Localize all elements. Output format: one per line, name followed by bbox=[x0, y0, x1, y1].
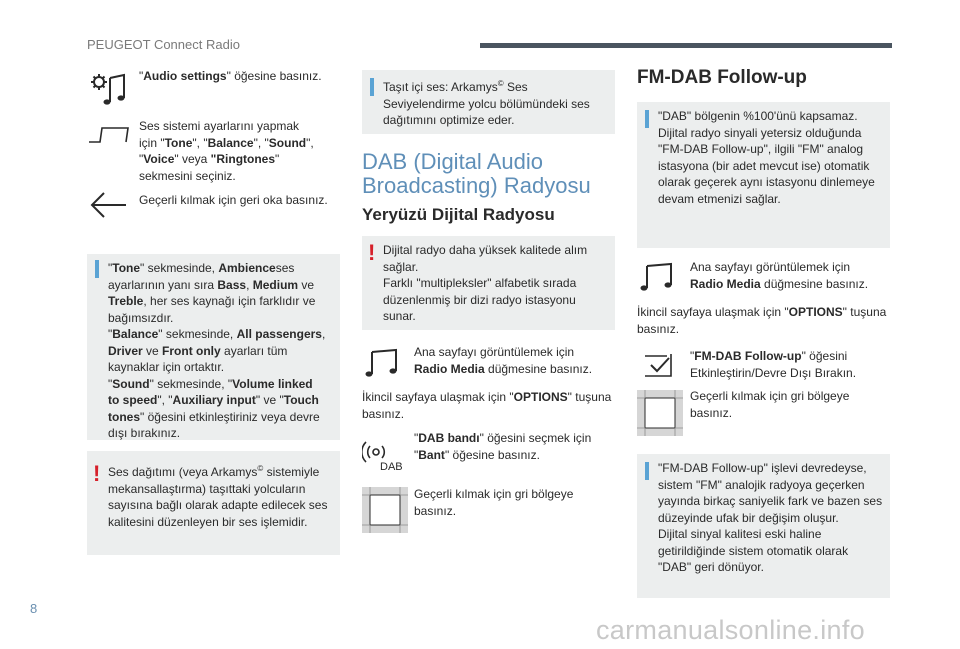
gray-zone-icon bbox=[637, 390, 683, 436]
info-box-fm-dab bbox=[637, 102, 890, 248]
warning-icon: ! bbox=[368, 240, 376, 265]
info-follow-up-text: "FM-DAB Follow-up" işlevi devredeyse, sistem "FM" analojik radyoya geçerken yayında birkaç saniyelik fark ve bazen ses düzeyinde ufak bir değişim oluşur. Dijital sinyal kalitesi eski haline getirildiğinde sistem otomatik olarak "DAB" geri dönüyor. bbox=[658, 461, 883, 574]
home-text: Ana sayfayı görüntülemek için Radio Media düğmesine basınız. bbox=[414, 345, 593, 376]
dab-band-text: "DAB bandı" öğesini seçmek için "Bant" öğesine basınız. bbox=[414, 431, 592, 462]
options-text: İkincil sayfaya ulaşmak için "OPTIONS" tuşuna basınız. bbox=[362, 390, 612, 421]
tab-icon bbox=[88, 124, 130, 144]
warning-sound-text: Ses dağıtımı (veya Arkamys© sistemiyle mekansallaştırma) taşıttaki yolcuların sayısına bağlı olarak adapte edilecek ses kalitesini düzenleyen bir ses işlemidir. bbox=[108, 464, 328, 529]
info-box-arkamys bbox=[362, 70, 615, 134]
fm-dab-toggle-text: "FM-DAB Follow-up" öğesini Etkinleştirin/Devre Dışı Bırakın. bbox=[690, 349, 857, 380]
dab-icon-label: DAB bbox=[380, 461, 403, 472]
info-fm-dab-text: "DAB" bölgenin %100'ünü kapsamaz. Dijital radyo sinyali yetersiz olduğunda "FM-DAB Follow-up", ilgili "FM" analog istasyona (bir adet mevcut ise) otomatik olarak geçerek aynı istasyonu dinlemeye devam etmenizi sağlar. bbox=[658, 109, 875, 206]
dab-radio-icon bbox=[362, 432, 410, 472]
warning-dab-text: Dijital radyo daha yüksek kalitede alım sağlar. Farklı "multipleksler" alfabetik sırada düzenlenmiş bir dizi radyo istasyonu sunar. bbox=[383, 243, 588, 323]
info-box-tones bbox=[87, 254, 340, 440]
gray-zone-text: Geçerli kılmak için gri bölgeye basınız. bbox=[690, 389, 850, 420]
options-text: İkincil sayfaya ulaşmak için "OPTIONS" tuşuna basınız. bbox=[637, 305, 887, 336]
info-icon bbox=[645, 462, 649, 480]
terrestrial-subtitle: Yeryüzü Dijital Radyosu bbox=[362, 205, 555, 224]
dab-section-title: DAB (Digital Audio Broadcasting) Radyosu bbox=[362, 149, 591, 198]
settings-music-icon bbox=[88, 72, 128, 106]
watermark: carmanualsonline.info bbox=[596, 615, 865, 645]
info-tones-text: "Tone" sekmesinde, Ambienceses ayarlarının yanı sıra Bass, Medium ve Treble, her ses kaynağı için farklıdır ve bağımsızdır. "Balance" sekmesinde, All passengers, Driver ve Front only ayarları tüm kaynaklar için ortaktır. "Sound" sekmesinde, "Volume linked to speed", "Auxiliary input" ve "Touch tones" öğesini etkinleştiriniz veya devre dışı bırakınız. bbox=[108, 261, 326, 440]
info-arkamys-text: Taşıt içi ses: Arkamys© Ses Seviyelendirme yolcu bölümündeki ses dağıtımını optimize eder. bbox=[383, 79, 590, 127]
fm-dab-title: FM-DAB Follow-up bbox=[637, 67, 807, 88]
music-note-icon bbox=[364, 348, 404, 378]
home-text: Ana sayfayı görüntülemek için Radio Media düğmesine basınız. bbox=[690, 260, 869, 291]
back-text: Geçerli kılmak için geri oka basınız. bbox=[139, 193, 328, 207]
warning-icon: ! bbox=[93, 461, 101, 486]
running-header: PEUGEOT Connect Radio bbox=[87, 37, 240, 52]
tabs-text: Ses sistemi ayarlarını yapmak için "Tone", "Balance", "Sound", "Voice" veya "Ringtones" sekmesini seçiniz. bbox=[139, 119, 314, 183]
info-icon bbox=[95, 260, 99, 278]
gray-zone-text: Geçerli kılmak için gri bölgeye basınız. bbox=[414, 487, 574, 518]
checkbox-icon bbox=[641, 350, 681, 380]
back-arrow-icon bbox=[88, 188, 128, 222]
music-note-icon bbox=[639, 262, 679, 292]
info-icon bbox=[370, 78, 374, 96]
info-icon bbox=[645, 110, 649, 128]
warning-box-dab bbox=[362, 236, 615, 330]
gray-zone-icon bbox=[362, 487, 408, 533]
warning-box-sound bbox=[87, 451, 340, 555]
page-number: 8 bbox=[30, 601, 38, 616]
header-bar bbox=[480, 43, 892, 48]
audio-settings-text: "Audio settings" öğesine basınız. bbox=[139, 69, 322, 83]
info-box-follow-up bbox=[637, 454, 890, 598]
